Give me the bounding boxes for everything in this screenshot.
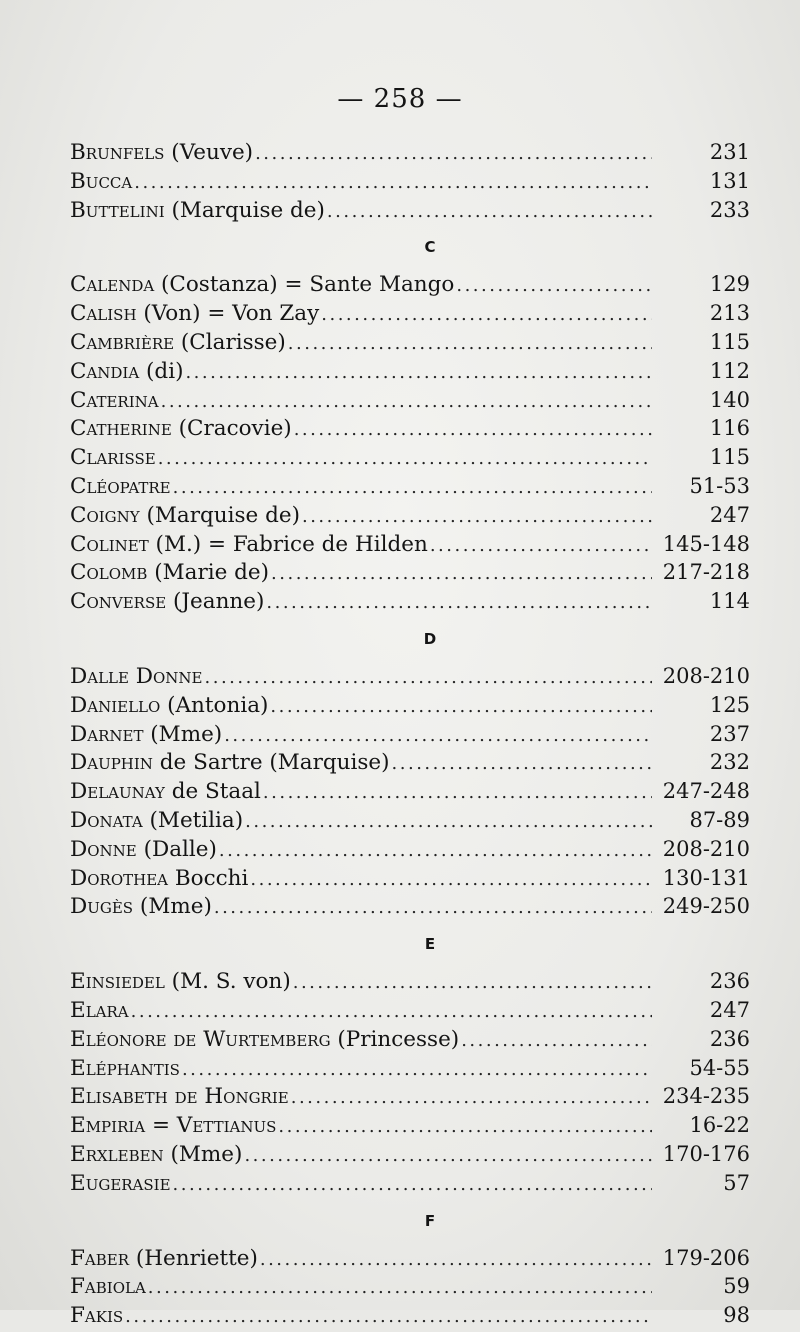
entry-name-rest: (Jeanne) bbox=[166, 589, 265, 615]
entry-name-main: Erxleben bbox=[70, 1141, 164, 1167]
entry-name-main: Faber bbox=[70, 1245, 130, 1271]
entry-pages: 115 bbox=[709, 445, 750, 470]
entry-pages: 145-148 bbox=[662, 531, 750, 556]
dot-leader bbox=[173, 474, 652, 503]
entry-pages: 237 bbox=[709, 721, 750, 746]
index-entry bbox=[70, 472, 750, 501]
dot-leader bbox=[271, 560, 652, 589]
entry-name-main: Dalle Donne bbox=[70, 663, 203, 689]
entry-name-main: Caterina bbox=[70, 387, 159, 413]
section-letter: F bbox=[424, 1211, 436, 1230]
index-entry bbox=[70, 196, 750, 225]
entry-name-rest: (Henriette) bbox=[129, 1245, 258, 1271]
entry-name-rest: (Mme) bbox=[133, 894, 212, 920]
entry-name bbox=[70, 1245, 258, 1274]
entry-name-main: Colinet bbox=[70, 531, 149, 557]
entry-name-main: Daniello bbox=[70, 692, 161, 718]
entry-pages: 140 bbox=[709, 387, 750, 412]
entry-name-main: Darnet bbox=[70, 721, 144, 747]
entry-name bbox=[70, 1026, 459, 1055]
page-number: — 258 — bbox=[337, 84, 463, 114]
entry-name-rest: (Marquise de) bbox=[139, 502, 300, 528]
entry-name-main: Bucca bbox=[70, 168, 133, 194]
entry-name-main: Elara bbox=[70, 997, 129, 1023]
index-entry bbox=[70, 806, 750, 835]
entry-name-main: Eugerasie bbox=[70, 1170, 171, 1196]
index-entry bbox=[70, 1301, 750, 1330]
entry-pages: 247 bbox=[709, 997, 750, 1022]
entry-pages: 213 bbox=[709, 301, 750, 326]
index-entry bbox=[70, 443, 750, 472]
entry-name bbox=[70, 502, 300, 531]
entry-pages: 59 bbox=[723, 1274, 750, 1299]
dot-leader bbox=[134, 169, 652, 198]
dot-leader bbox=[131, 998, 652, 1027]
entry-name bbox=[70, 358, 183, 387]
entry-pages: 232 bbox=[709, 750, 750, 775]
entry-name bbox=[70, 415, 292, 444]
entry-pages: 236 bbox=[709, 969, 750, 994]
entry-pages: 125 bbox=[709, 692, 750, 717]
dot-leader bbox=[430, 532, 652, 561]
entry-name-main: Cambrière bbox=[70, 329, 175, 355]
entry-name-main: Dauphin bbox=[70, 750, 153, 776]
entry-name-main: Empiria = Vettianus bbox=[70, 1113, 277, 1139]
entry-pages: 54-55 bbox=[689, 1055, 750, 1080]
dot-leader bbox=[125, 1303, 652, 1332]
index-entry bbox=[70, 777, 750, 806]
index-entry bbox=[70, 1244, 750, 1273]
dot-leader bbox=[294, 416, 652, 445]
dot-leader bbox=[224, 722, 652, 751]
dot-leader bbox=[255, 140, 652, 169]
entry-name bbox=[70, 1273, 146, 1302]
index-entry bbox=[70, 864, 750, 893]
entry-name-rest: (Dalle) bbox=[136, 836, 217, 862]
index-entry bbox=[70, 501, 750, 530]
entry-name-rest: (Mme) bbox=[163, 1141, 243, 1167]
entry-name bbox=[70, 444, 156, 473]
dot-leader bbox=[245, 808, 652, 837]
entry-pages: 247 bbox=[709, 502, 750, 527]
entry-name-rest: (Marquise de) bbox=[164, 197, 325, 223]
entry-name bbox=[70, 968, 291, 997]
entry-name-main: Coigny bbox=[70, 502, 140, 528]
entry-name bbox=[70, 197, 325, 226]
entry-name-main: Eléphantis bbox=[70, 1055, 180, 1081]
entry-name bbox=[70, 387, 159, 416]
index-entry bbox=[70, 1140, 750, 1169]
entry-name bbox=[70, 1302, 123, 1331]
entry-name-rest: Bocchi bbox=[168, 865, 249, 891]
index-entry bbox=[70, 357, 750, 386]
entry-pages: 231 bbox=[709, 140, 750, 164]
entry-pages: 130-131 bbox=[662, 865, 750, 890]
entry-pages: 114 bbox=[709, 589, 750, 614]
section-letter: E bbox=[424, 935, 436, 954]
entry-name-main: Catherine bbox=[70, 416, 172, 442]
entry-name bbox=[70, 1055, 180, 1084]
entry-pages: 87-89 bbox=[689, 807, 750, 832]
dot-leader bbox=[293, 969, 652, 998]
entry-name-rest: (Veuve) bbox=[164, 140, 254, 165]
entry-name-rest: (Cracovie) bbox=[171, 416, 292, 442]
dot-leader bbox=[288, 330, 652, 359]
dot-leader bbox=[302, 503, 652, 532]
entry-name-main: Elisabeth de Hongrie bbox=[70, 1084, 289, 1110]
dot-leader bbox=[392, 750, 652, 779]
entry-pages: 247-248 bbox=[662, 779, 750, 804]
index-list bbox=[70, 138, 750, 1330]
entry-name bbox=[70, 778, 261, 807]
entry-name bbox=[70, 997, 129, 1026]
entry-pages: 208-210 bbox=[662, 663, 750, 688]
entry-pages: 57 bbox=[723, 1170, 750, 1195]
entry-name-rest: (Von) = Von Zay bbox=[136, 301, 320, 327]
index-entry bbox=[70, 1025, 750, 1054]
index-entry bbox=[70, 996, 750, 1025]
entry-name bbox=[70, 473, 171, 502]
entry-name bbox=[70, 329, 286, 358]
entry-name-main: Cléopatre bbox=[70, 473, 171, 499]
index-entry bbox=[70, 1082, 750, 1111]
entry-name-rest: (M. S. von) bbox=[164, 969, 291, 995]
entry-name-main: Donata bbox=[70, 807, 143, 833]
entry-pages: 16-22 bbox=[689, 1113, 750, 1138]
dot-leader bbox=[263, 779, 652, 808]
index-entry bbox=[70, 299, 750, 328]
dot-leader bbox=[148, 1274, 652, 1303]
index-entry bbox=[70, 414, 750, 443]
index-entry bbox=[70, 691, 750, 720]
dot-leader bbox=[173, 1171, 652, 1200]
entry-name bbox=[70, 300, 319, 329]
entry-name bbox=[70, 139, 253, 168]
entry-pages: 217-218 bbox=[662, 560, 750, 585]
dot-leader bbox=[291, 1084, 652, 1113]
dot-leader bbox=[266, 589, 652, 618]
entry-name-main: Candia bbox=[70, 358, 140, 384]
entry-name-main: Colomb bbox=[70, 560, 148, 586]
dot-leader bbox=[260, 1246, 652, 1275]
entry-name bbox=[70, 692, 268, 721]
entry-name-main: Fakis bbox=[70, 1303, 124, 1329]
index-entry bbox=[70, 892, 750, 921]
entry-name-main: Dugès bbox=[70, 894, 134, 920]
entry-pages: 170-176 bbox=[662, 1141, 750, 1166]
entry-pages: 112 bbox=[709, 358, 750, 383]
entry-name-rest: (Mme) bbox=[143, 721, 223, 747]
entry-name-main: Einsiedel bbox=[70, 969, 165, 995]
entry-pages: 51-53 bbox=[689, 473, 750, 498]
index-entry bbox=[70, 967, 750, 996]
index-entry bbox=[70, 662, 750, 691]
index-entry bbox=[70, 138, 750, 167]
dot-leader bbox=[182, 1056, 652, 1085]
index-entry bbox=[70, 270, 750, 299]
entry-name bbox=[70, 559, 269, 588]
entry-name-main: Converse bbox=[70, 589, 167, 615]
index-entry bbox=[70, 530, 750, 559]
entry-name bbox=[70, 865, 248, 894]
entry-name bbox=[70, 836, 217, 865]
entry-name bbox=[70, 807, 243, 836]
entry-name bbox=[70, 1083, 289, 1112]
entry-name bbox=[70, 721, 222, 750]
entry-name-rest: (Costanza) = Sante Mango bbox=[154, 272, 455, 298]
entry-name bbox=[70, 1141, 242, 1170]
entry-name-rest: de Sartre (Marquise) bbox=[152, 750, 390, 776]
entry-name-rest: (Princesse) bbox=[330, 1026, 460, 1052]
entry-name bbox=[70, 749, 390, 778]
section-letter: C bbox=[424, 238, 436, 257]
dot-leader bbox=[250, 866, 652, 895]
entry-name-main: Eléonore de Wurtemberg bbox=[70, 1026, 331, 1052]
entry-pages: 98 bbox=[723, 1303, 750, 1328]
index-entry bbox=[70, 386, 750, 415]
entry-pages: 234-235 bbox=[662, 1084, 750, 1109]
dot-leader bbox=[270, 693, 652, 722]
entry-name bbox=[70, 893, 212, 922]
index-entry bbox=[70, 720, 750, 749]
index-entry bbox=[70, 748, 750, 777]
dot-leader bbox=[461, 1027, 652, 1056]
entry-pages: 115 bbox=[709, 329, 750, 354]
dot-leader bbox=[244, 1142, 652, 1171]
entry-pages: 249-250 bbox=[662, 894, 750, 919]
dot-leader bbox=[278, 1113, 652, 1142]
entry-name-rest: (M.) = Fabrice de Hilden bbox=[148, 531, 428, 557]
dot-leader bbox=[158, 445, 652, 474]
dot-leader bbox=[456, 272, 652, 301]
index-entry bbox=[70, 328, 750, 357]
index-entry bbox=[70, 587, 750, 616]
dot-leader bbox=[205, 664, 652, 693]
entry-pages: 233 bbox=[709, 197, 750, 222]
index-entry bbox=[70, 1169, 750, 1198]
entry-name-rest: (Marie de) bbox=[147, 560, 270, 586]
index-entry bbox=[70, 1054, 750, 1083]
dot-leader bbox=[219, 837, 652, 866]
entry-name-main: Fabiola bbox=[70, 1274, 146, 1300]
entry-name-main: Calish bbox=[70, 301, 137, 327]
index-entry bbox=[70, 835, 750, 864]
entry-pages: 179-206 bbox=[662, 1245, 750, 1270]
entry-name-main: Clarisse bbox=[70, 445, 156, 471]
dot-leader bbox=[185, 359, 652, 388]
entry-name-rest: de Staal bbox=[164, 779, 261, 805]
entry-name-rest: (Antonia) bbox=[160, 692, 269, 718]
index-entry bbox=[70, 1111, 750, 1140]
index-entry bbox=[70, 558, 750, 587]
dot-leader bbox=[214, 894, 652, 923]
dot-leader bbox=[161, 388, 652, 417]
entry-name bbox=[70, 531, 428, 560]
section-letter: D bbox=[423, 629, 437, 648]
entry-pages: 131 bbox=[709, 168, 750, 193]
entry-name bbox=[70, 168, 132, 197]
dot-leader bbox=[321, 301, 652, 330]
entry-pages: 129 bbox=[709, 272, 750, 297]
entry-name-main: Brunfels bbox=[70, 140, 165, 165]
index-entry bbox=[70, 167, 750, 196]
entry-pages: 116 bbox=[709, 416, 750, 441]
entry-name bbox=[70, 1112, 276, 1141]
entry-name bbox=[70, 663, 203, 692]
entry-name-main: Calenda bbox=[70, 272, 155, 298]
entry-name-main: Donne bbox=[70, 836, 137, 862]
entry-name-main: Delaunay bbox=[70, 779, 165, 805]
entry-name-main: Dorothea bbox=[70, 865, 168, 891]
entry-name bbox=[70, 588, 264, 617]
entry-name-rest: (Clarisse) bbox=[174, 329, 286, 355]
entry-name bbox=[70, 271, 454, 300]
entry-name-rest: (di) bbox=[139, 358, 184, 384]
entry-name-rest: (Metilia) bbox=[142, 807, 244, 833]
entry-name-main: Buttelini bbox=[70, 197, 165, 223]
entry-pages: 236 bbox=[709, 1026, 750, 1051]
entry-pages: 208-210 bbox=[662, 836, 750, 861]
entry-name bbox=[70, 1170, 171, 1199]
dot-leader bbox=[327, 198, 652, 227]
index-entry bbox=[70, 1272, 750, 1301]
